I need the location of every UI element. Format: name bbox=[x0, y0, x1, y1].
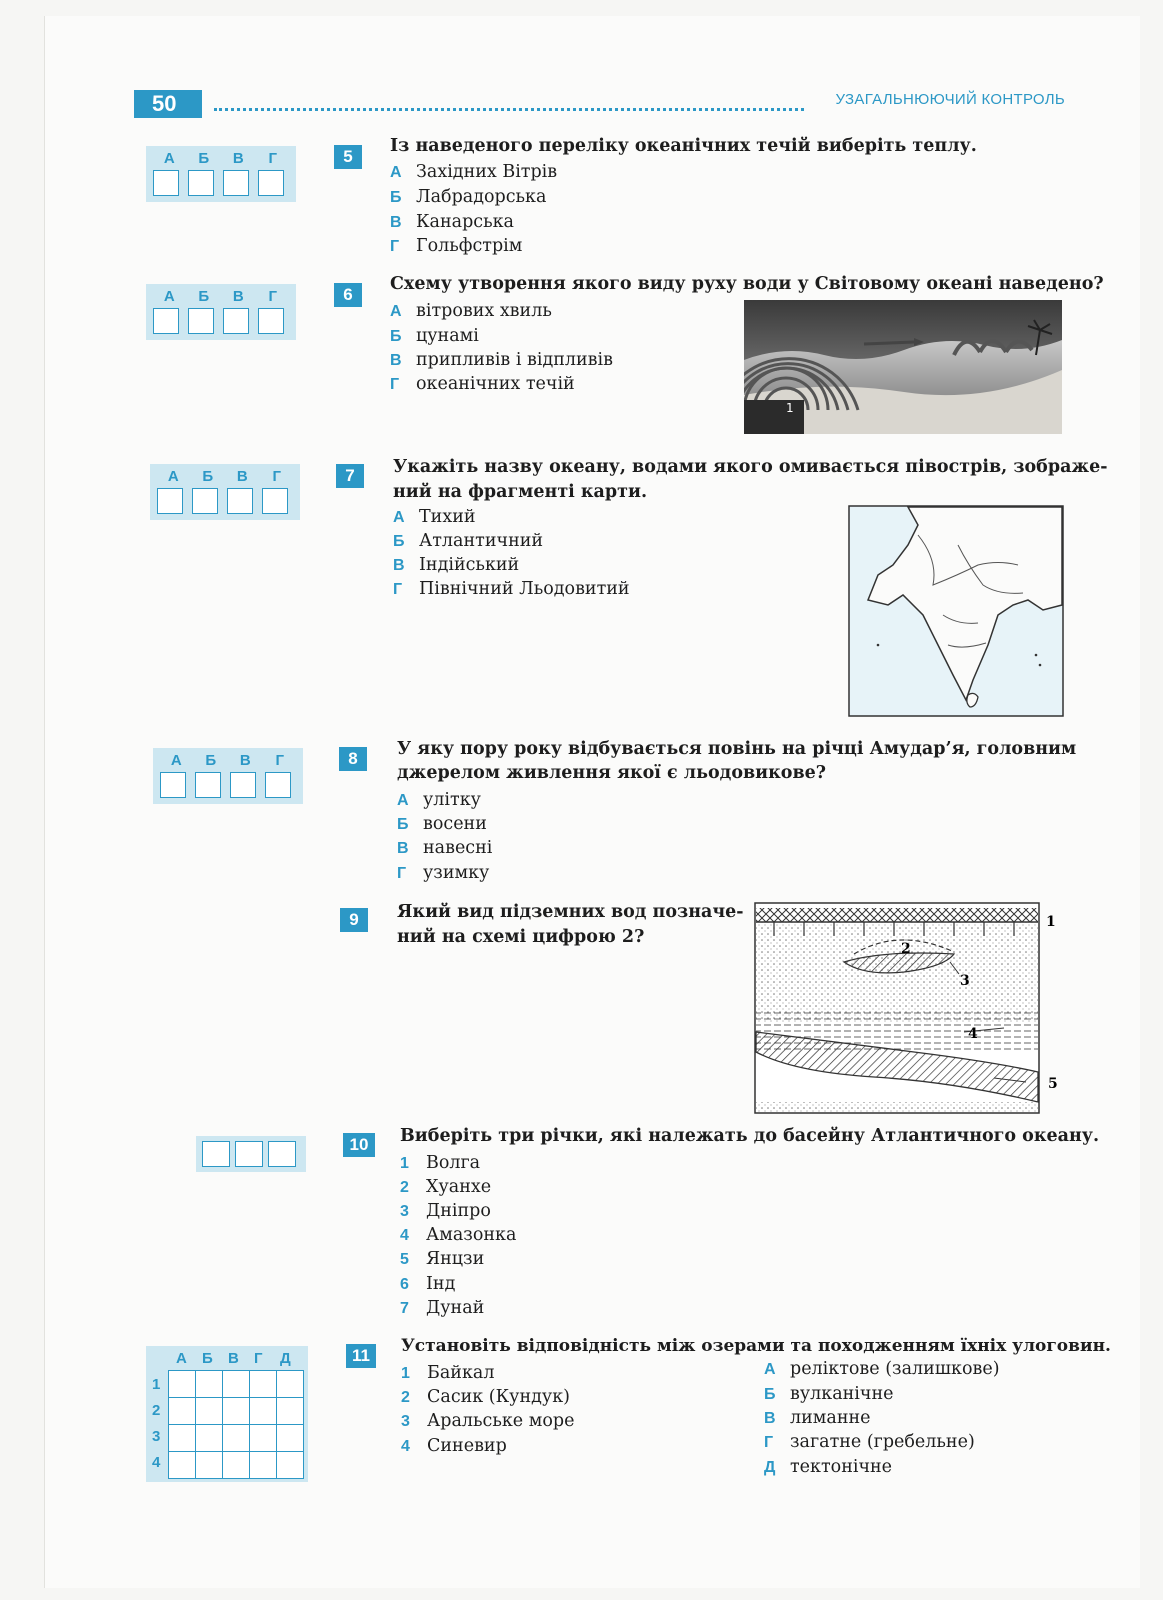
diagram-label: 1 bbox=[1046, 914, 1056, 930]
answer-letter: Б bbox=[202, 468, 214, 485]
answer-grid-q11 bbox=[146, 1346, 308, 1482]
q11-lake-2 bbox=[401, 1385, 570, 1410]
answer-box[interactable] bbox=[195, 772, 221, 798]
diagram-label: 2 bbox=[901, 941, 911, 957]
q10-option-7[interactable] bbox=[400, 1296, 484, 1321]
grid-cell[interactable] bbox=[169, 1398, 196, 1425]
grid-cell[interactable] bbox=[250, 1425, 277, 1452]
option-letter: В bbox=[397, 840, 409, 857]
header-dotted-rule bbox=[214, 108, 804, 111]
grid-cell[interactable] bbox=[250, 1452, 277, 1479]
item-text: загатне (гребельне) bbox=[790, 1432, 975, 1452]
grid-column-letter: Г bbox=[254, 1350, 263, 1367]
item-letter: А bbox=[764, 1361, 776, 1378]
q10-option-1[interactable] bbox=[400, 1151, 480, 1176]
question-number-6: 6 bbox=[334, 283, 362, 307]
option-text: узимку bbox=[423, 863, 490, 883]
answer-box[interactable] bbox=[262, 488, 288, 514]
item-text: реліктове (залишкове) bbox=[790, 1359, 1000, 1379]
option-number: 5 bbox=[400, 1251, 409, 1268]
grid-cell[interactable] bbox=[169, 1425, 196, 1452]
item-text: Байкал bbox=[427, 1363, 495, 1383]
option-text: восени bbox=[423, 814, 487, 834]
option-text: Гольфстрім bbox=[416, 236, 523, 256]
option-letter: А bbox=[397, 792, 409, 809]
item-letter: Д bbox=[764, 1459, 776, 1476]
grid-row-number: 2 bbox=[152, 1402, 161, 1419]
q10-option-4[interactable] bbox=[400, 1223, 516, 1248]
answer-box[interactable] bbox=[258, 170, 284, 196]
diagram-label: 3 bbox=[960, 973, 970, 989]
answer-letter: В bbox=[239, 752, 251, 769]
item-letter: Г bbox=[764, 1434, 774, 1451]
answer-grid-q8 bbox=[153, 748, 303, 804]
answer-box[interactable] bbox=[160, 772, 186, 798]
answer-box[interactable] bbox=[268, 1141, 296, 1167]
question-number-10: 10 bbox=[343, 1133, 375, 1157]
option-text: вітрових хвиль bbox=[416, 301, 552, 321]
q6-option-d[interactable] bbox=[390, 372, 575, 397]
q11-lake-1 bbox=[401, 1361, 494, 1386]
matching-table bbox=[168, 1370, 304, 1479]
question-8-text-line2: джерелом живлення якої є льодовикове? bbox=[397, 763, 827, 783]
option-letter: Б bbox=[390, 189, 402, 206]
item-number: 4 bbox=[401, 1438, 410, 1455]
q11-lake-4 bbox=[401, 1434, 507, 1459]
q11-lake-3 bbox=[401, 1409, 574, 1434]
option-letter: В bbox=[390, 352, 402, 369]
item-text: тектонічне bbox=[790, 1457, 893, 1477]
item-text: лиманне bbox=[790, 1408, 871, 1428]
item-text: Синевир bbox=[427, 1436, 507, 1456]
option-letter: Г bbox=[397, 865, 407, 882]
q6-option-c[interactable] bbox=[390, 348, 613, 373]
option-letter: Б bbox=[390, 328, 402, 345]
answer-grid-q6 bbox=[146, 284, 296, 340]
option-number: 7 bbox=[400, 1300, 409, 1317]
answer-letter: А bbox=[167, 468, 179, 485]
item-number: 1 bbox=[401, 1365, 410, 1382]
q10-option-5[interactable] bbox=[400, 1247, 484, 1272]
grid-cell[interactable] bbox=[250, 1398, 277, 1425]
question-9-text-line1: Який вид підземних вод позначе- bbox=[397, 902, 744, 922]
answer-letter: В bbox=[236, 468, 248, 485]
answer-letter: В bbox=[232, 288, 244, 305]
grid-row-number: 4 bbox=[152, 1454, 161, 1471]
option-letter: Г bbox=[390, 238, 400, 255]
q5-option-b[interactable] bbox=[390, 185, 546, 210]
option-letter: А bbox=[393, 509, 405, 526]
option-text: Індійський bbox=[419, 555, 520, 575]
question-5-text: Із наведеного переліку океанічних течій виберіть теплу. bbox=[390, 136, 977, 156]
grid-cell[interactable] bbox=[196, 1398, 223, 1425]
answer-box[interactable] bbox=[223, 308, 249, 334]
answer-box[interactable] bbox=[227, 488, 253, 514]
grid-column-letter: А bbox=[176, 1350, 187, 1367]
question-10-text: Виберіть три річки, які належать до басейну Атлантичного океану. bbox=[400, 1126, 1100, 1146]
q7-option-c[interactable] bbox=[393, 553, 519, 578]
option-letter: В bbox=[393, 557, 405, 574]
question-11-text: Установіть відповідність між озерами та походженням їхніх улоговин. bbox=[401, 1336, 1111, 1356]
option-text: Канарська bbox=[416, 212, 514, 232]
q8-option-a[interactable] bbox=[397, 788, 481, 813]
grid-cell[interactable] bbox=[169, 1452, 196, 1479]
option-text: навесні bbox=[423, 838, 493, 858]
question-number-7: 7 bbox=[336, 464, 364, 488]
grid-cell[interactable] bbox=[223, 1452, 250, 1479]
option-letter: Б bbox=[397, 816, 409, 833]
q11-origin-a bbox=[764, 1357, 1000, 1382]
answer-letter: В bbox=[232, 150, 244, 167]
q10-option-2[interactable] bbox=[400, 1175, 491, 1200]
answer-box[interactable] bbox=[157, 488, 183, 514]
grid-cell[interactable] bbox=[277, 1452, 304, 1479]
answer-box[interactable] bbox=[202, 1141, 230, 1167]
option-text: Волга bbox=[426, 1153, 481, 1173]
item-text: Сасик (Кундук) bbox=[427, 1387, 570, 1407]
grid-column-letter: Д bbox=[280, 1350, 291, 1367]
grid-cell[interactable] bbox=[277, 1371, 304, 1398]
q11-origin-c bbox=[764, 1406, 871, 1431]
option-text: припливів і відпливів bbox=[416, 350, 613, 370]
option-text: Дунай bbox=[426, 1298, 485, 1318]
option-text: цунамі bbox=[416, 326, 479, 346]
q10-option-6[interactable] bbox=[400, 1272, 455, 1297]
option-text: Північний Льодовитий bbox=[419, 579, 630, 599]
q5-option-a[interactable] bbox=[390, 160, 557, 185]
grid-column-letter: Б bbox=[202, 1350, 213, 1367]
option-number: 3 bbox=[400, 1203, 409, 1220]
option-letter: А bbox=[390, 303, 402, 320]
option-letter: В bbox=[390, 214, 402, 231]
option-letter: Б bbox=[393, 533, 405, 550]
answer-grid-q7 bbox=[150, 464, 300, 520]
answer-box[interactable] bbox=[153, 170, 179, 196]
diagram-label: 5 bbox=[1048, 1076, 1058, 1092]
question-number-9: 9 bbox=[340, 908, 368, 932]
answer-letter: Г bbox=[272, 468, 281, 485]
answer-box[interactable] bbox=[153, 308, 179, 334]
answer-grid-q5 bbox=[146, 146, 296, 202]
answer-letter: Г bbox=[268, 288, 277, 305]
groundwater-diagram bbox=[754, 902, 1072, 1114]
q7-option-d[interactable] bbox=[393, 577, 630, 602]
answer-letter: Г bbox=[275, 752, 284, 769]
q7-option-a[interactable] bbox=[393, 505, 476, 530]
option-text: Тихий bbox=[419, 507, 476, 527]
answer-box[interactable] bbox=[235, 1141, 263, 1167]
question-number-11: 11 bbox=[346, 1344, 376, 1368]
question-number-5: 5 bbox=[334, 145, 362, 169]
answer-box[interactable] bbox=[230, 772, 256, 798]
answer-letter: А bbox=[163, 288, 175, 305]
grid-cell[interactable] bbox=[169, 1371, 196, 1398]
grid-cell[interactable] bbox=[223, 1398, 250, 1425]
option-letter: А bbox=[390, 164, 402, 181]
diagram-label: 4 bbox=[968, 1026, 978, 1042]
grid-cell[interactable] bbox=[196, 1425, 223, 1452]
question-6-text: Схему утворення якого виду руху води у Світовому океані наведено? bbox=[390, 274, 1104, 294]
grid-cell[interactable] bbox=[250, 1371, 277, 1398]
item-number: 2 bbox=[401, 1389, 410, 1406]
answer-letter: А bbox=[170, 752, 182, 769]
grid-row-number: 3 bbox=[152, 1428, 161, 1445]
item-text: вулканічне bbox=[790, 1384, 894, 1404]
question-9-text-line2: ний на схемі цифрою 2? bbox=[397, 927, 645, 947]
option-text: Амазонка bbox=[426, 1225, 517, 1245]
option-text: Дніпро bbox=[426, 1201, 491, 1221]
question-7-text-line1: Укажіть назву океану, водами якого омивається півострів, зображе- bbox=[393, 457, 1108, 477]
option-text: океанічних течій bbox=[416, 374, 575, 394]
answer-grid-q10 bbox=[196, 1136, 306, 1172]
grid-cell[interactable] bbox=[277, 1398, 304, 1425]
india-map-fragment bbox=[848, 505, 1064, 717]
grid-cell[interactable] bbox=[196, 1452, 223, 1479]
option-text: улітку bbox=[423, 790, 481, 810]
option-number: 2 bbox=[400, 1179, 409, 1196]
q6-option-a[interactable] bbox=[390, 299, 552, 324]
q8-option-d[interactable] bbox=[397, 861, 489, 886]
tsunami-diagram bbox=[744, 300, 1062, 434]
option-text: Західних Вітрів bbox=[416, 162, 558, 182]
q11-origin-b bbox=[764, 1382, 894, 1407]
q10-option-3[interactable] bbox=[400, 1199, 491, 1224]
answer-box[interactable] bbox=[192, 488, 218, 514]
q8-option-c[interactable] bbox=[397, 836, 492, 861]
answer-box[interactable] bbox=[265, 772, 291, 798]
answer-letter: Б bbox=[198, 150, 210, 167]
q5-option-c[interactable] bbox=[390, 210, 514, 235]
q11-origin-e bbox=[764, 1455, 892, 1480]
grid-cell[interactable] bbox=[223, 1371, 250, 1398]
option-text: Лабрадорська bbox=[416, 187, 547, 207]
figure-label: 1 bbox=[786, 401, 794, 415]
q5-option-d[interactable] bbox=[390, 234, 522, 259]
grid-cell[interactable] bbox=[223, 1425, 250, 1452]
option-letter: Г bbox=[393, 581, 403, 598]
grid-column-letter: В bbox=[228, 1350, 239, 1367]
question-8-text-line1: У яку пору року відбувається повінь на річці Амудар’я, головним bbox=[397, 739, 1077, 759]
item-text: Аральське море bbox=[427, 1411, 575, 1431]
question-number-8: 8 bbox=[339, 747, 367, 771]
item-number: 3 bbox=[401, 1413, 410, 1430]
q11-origin-d bbox=[764, 1430, 975, 1455]
item-letter: Б bbox=[764, 1386, 776, 1403]
option-letter: Г bbox=[390, 376, 400, 393]
question-7-text-line2: ний на фрагменті карти. bbox=[393, 482, 648, 502]
answer-letter: Б bbox=[205, 752, 217, 769]
answer-box[interactable] bbox=[188, 170, 214, 196]
answer-box[interactable] bbox=[188, 308, 214, 334]
answer-letter: Б bbox=[198, 288, 210, 305]
option-number: 6 bbox=[400, 1276, 409, 1293]
grid-cell[interactable] bbox=[277, 1425, 304, 1452]
answer-box[interactable] bbox=[258, 308, 284, 334]
q6-option-b[interactable] bbox=[390, 324, 479, 349]
answer-box[interactable] bbox=[223, 170, 249, 196]
option-text: Янцзи bbox=[426, 1249, 485, 1269]
option-text: Хуанхе bbox=[426, 1177, 492, 1197]
answer-letter: Г bbox=[268, 150, 277, 167]
running-head: УЗАГАЛЬНЮЮЧИЙ КОНТРОЛЬ bbox=[835, 91, 1065, 108]
option-text: Інд bbox=[426, 1274, 456, 1294]
item-letter: В bbox=[764, 1410, 776, 1427]
option-number: 4 bbox=[400, 1227, 409, 1244]
grid-cell[interactable] bbox=[196, 1371, 223, 1398]
q7-option-b[interactable] bbox=[393, 529, 543, 554]
page-number: 50 bbox=[134, 90, 202, 118]
option-number: 1 bbox=[400, 1155, 409, 1172]
option-text: Атлантичний bbox=[419, 531, 544, 551]
answer-letter: А bbox=[163, 150, 175, 167]
q8-option-b[interactable] bbox=[397, 812, 487, 837]
grid-row-number: 1 bbox=[152, 1376, 161, 1393]
